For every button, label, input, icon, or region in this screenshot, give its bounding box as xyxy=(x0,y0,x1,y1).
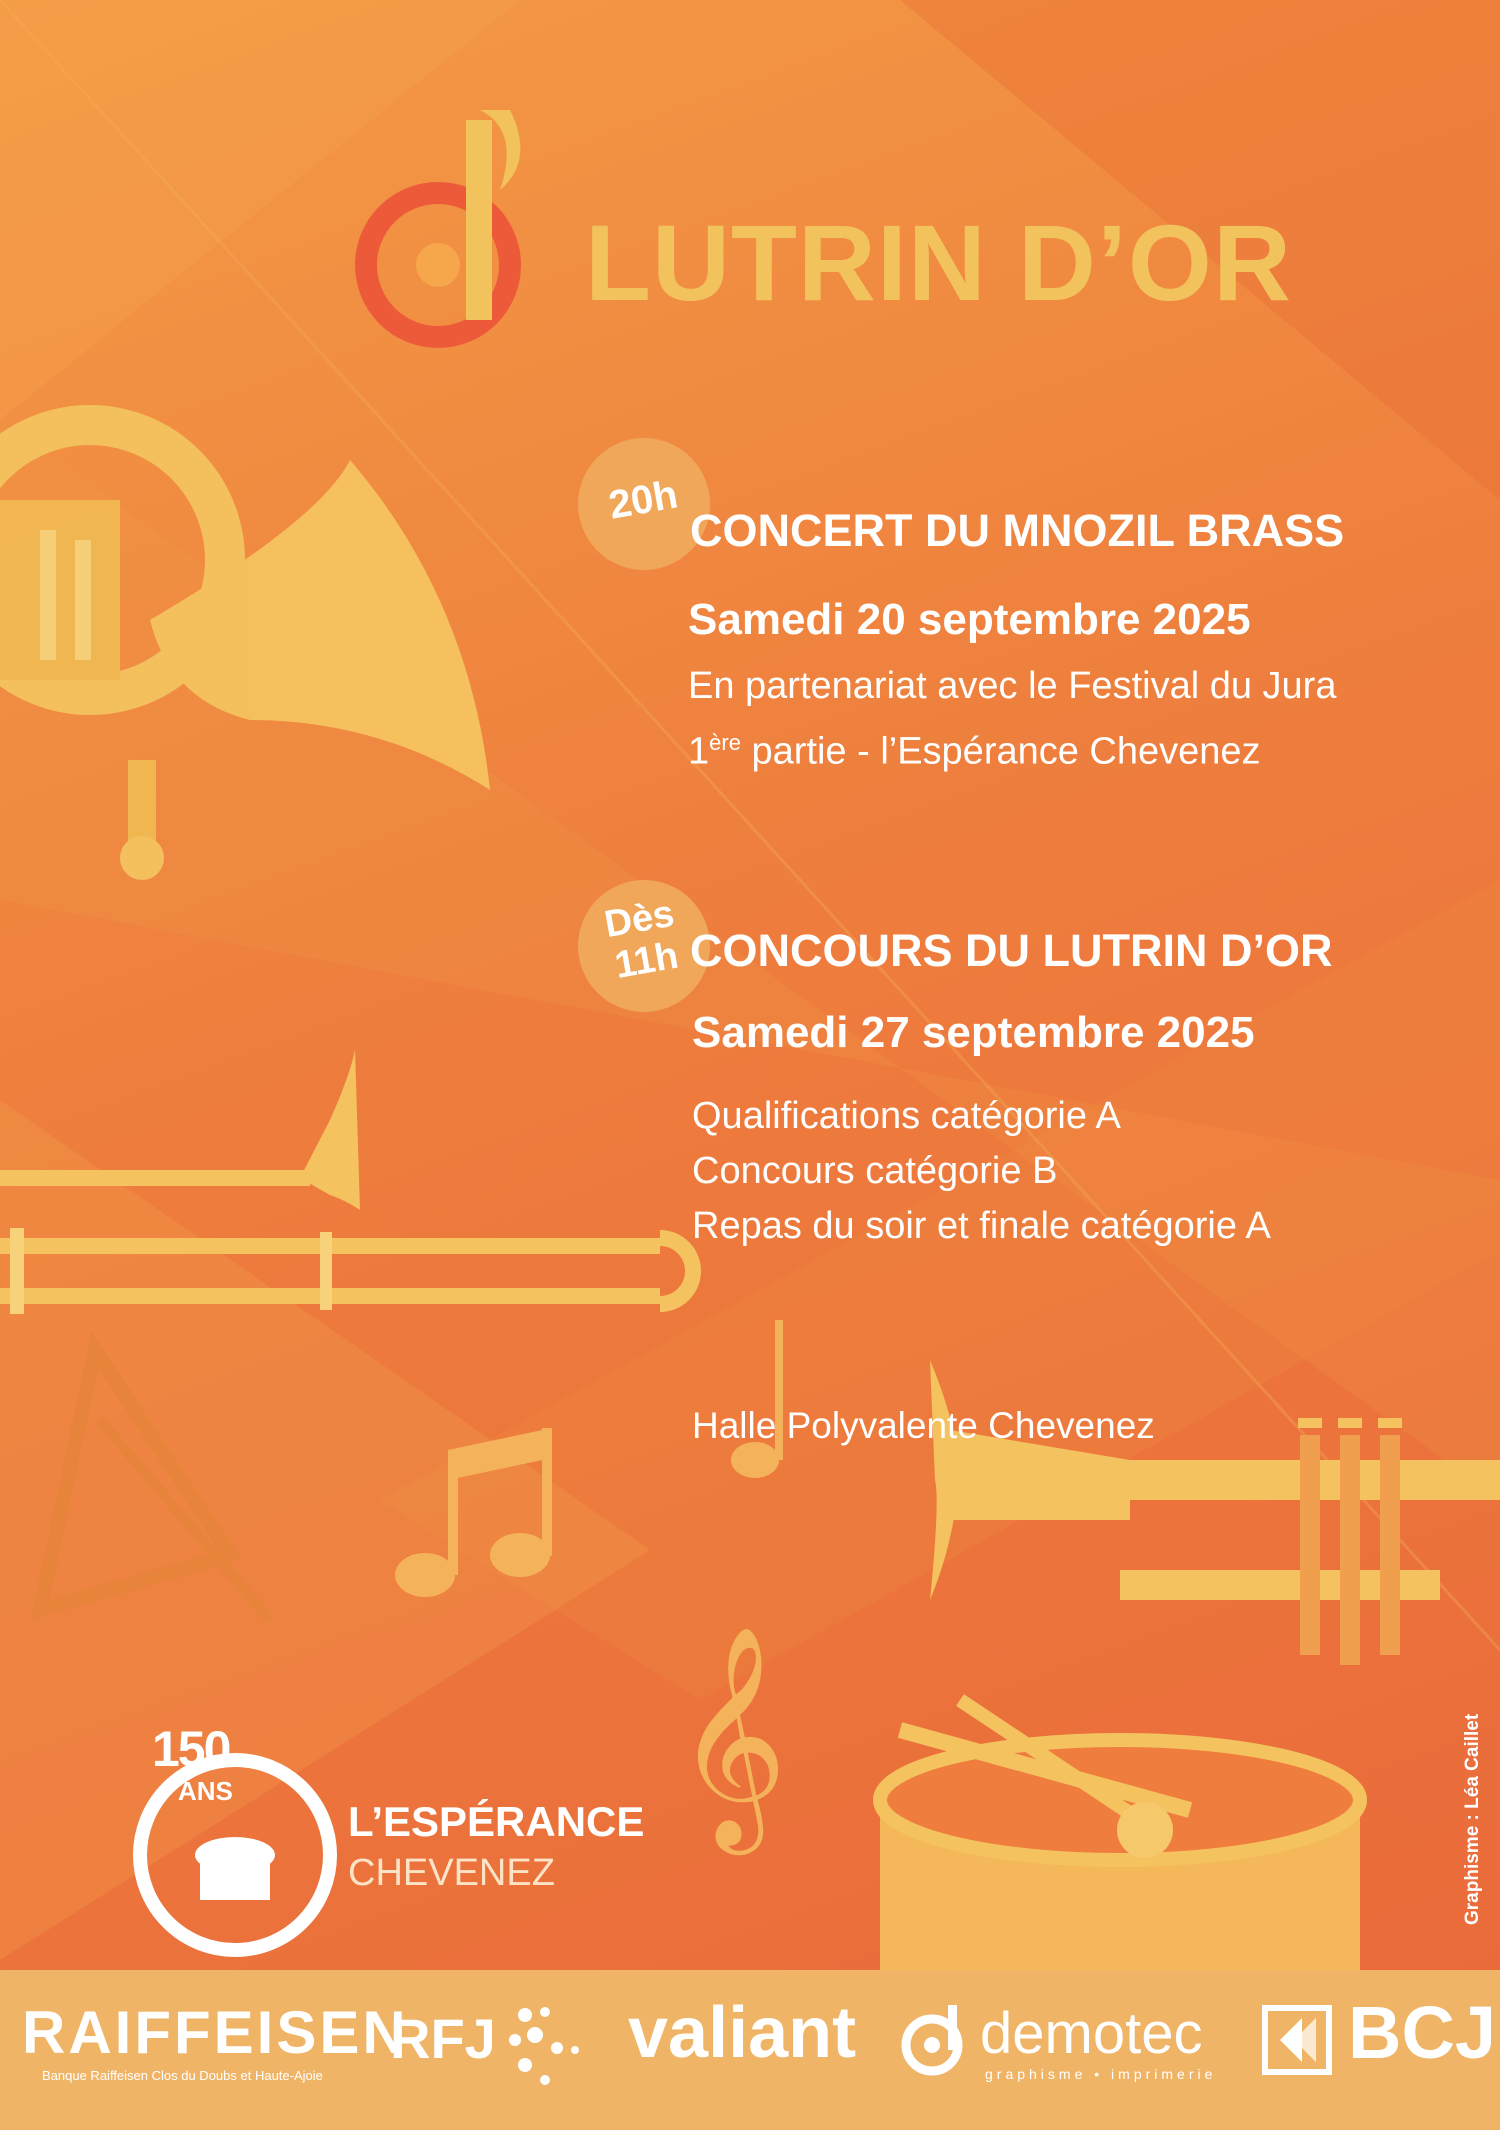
organizer-name: L’ESPÉRANCE xyxy=(348,1798,645,1845)
demotec-logo-icon xyxy=(900,2000,970,2080)
contest-item: Qualifications catégorie A xyxy=(692,1095,1121,1137)
venue: Halle Polyvalente Chevenez xyxy=(692,1405,1155,1446)
sponsor-demotec: demotec xyxy=(980,2001,1203,2066)
sponsor-demotec-sub: graphisme • imprimerie xyxy=(985,2066,1217,2082)
anniversary-number: 150 xyxy=(152,1721,230,1777)
rfj-dots-icon xyxy=(495,2000,585,2100)
music-note-logo-icon xyxy=(366,110,520,337)
concert-first-part: 1ère partie - l’Espérance Chevenez xyxy=(688,730,1261,773)
sponsor-rfj: RFJ xyxy=(390,2007,496,2070)
sponsor-bcj: BCJ xyxy=(1348,1991,1497,2074)
time-badge-contest: Dès 11h xyxy=(568,870,721,1023)
contest-item: Repas du soir et finale catégorie A xyxy=(692,1205,1271,1247)
svg-text:𝄞: 𝄞 xyxy=(675,1624,788,1845)
contest-title: CONCOURS DU LUTRIN D’OR xyxy=(690,925,1333,976)
sponsor-raiffeisen-sub: Banque Raiffeisen Clos du Doubs et Haute-Ajoie xyxy=(42,2068,323,2083)
treble-clef-icon xyxy=(675,1624,787,1855)
design-credit: Graphisme : Léa Caillet xyxy=(1462,1713,1483,1925)
concert-date: Samedi 20 septembre 2025 xyxy=(688,595,1251,644)
sponsor-raiffeisen: RAIFFEISEN xyxy=(22,1999,409,2066)
time-badge-concert: 20h xyxy=(568,428,721,581)
contest-item: Concours catégorie B xyxy=(692,1150,1058,1192)
sponsor-valiant: valiant xyxy=(628,1993,857,2073)
contest-date: Samedi 27 septembre 2025 xyxy=(692,1008,1255,1057)
concert-partner: En partenariat avec le Festival du Jura xyxy=(688,665,1337,707)
anniversary-label: ANS xyxy=(178,1776,233,1806)
concert-title: CONCERT DU MNOZIL BRASS xyxy=(690,505,1345,556)
bcj-logo-icon xyxy=(1262,2005,1332,2075)
organizer-city: CHEVENEZ xyxy=(348,1852,555,1894)
sponsor-band xyxy=(0,1970,1500,2130)
drum-icon xyxy=(880,1700,1360,1970)
brand-title: LUTRIN D’OR xyxy=(585,202,1292,323)
